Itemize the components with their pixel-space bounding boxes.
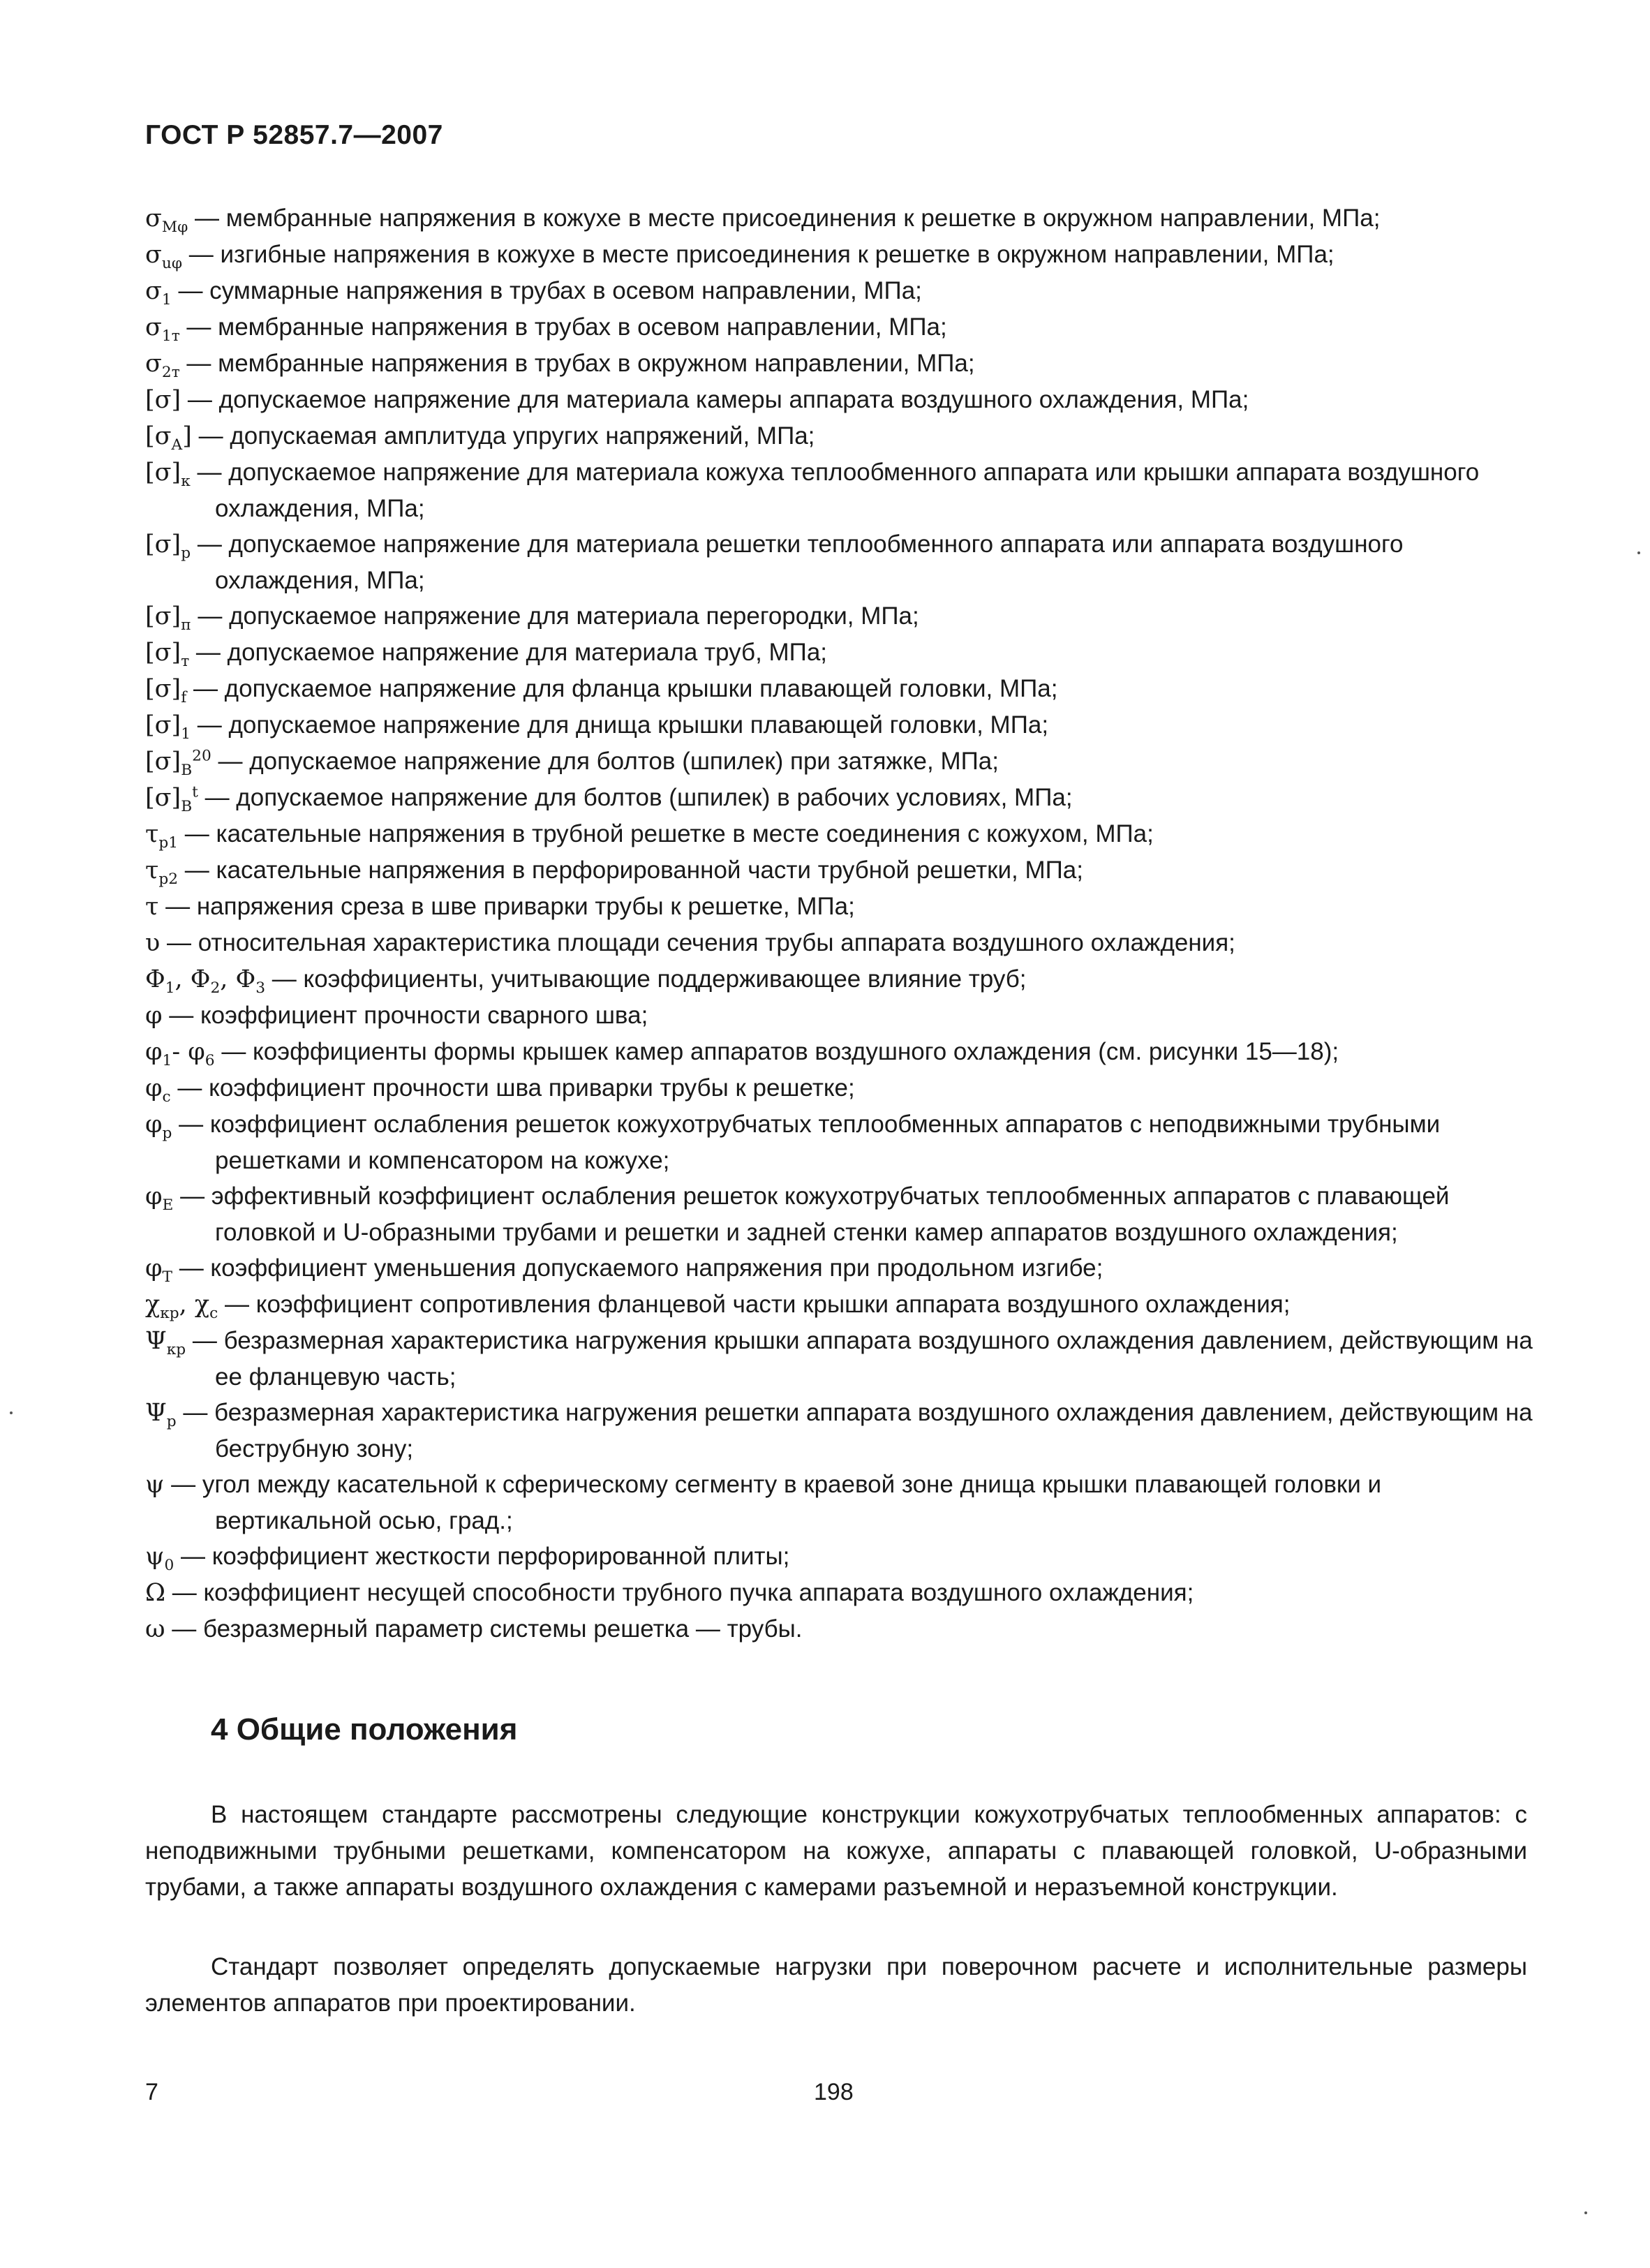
definition-text: — допускаемое напряжение для материала решетки теплообменного аппарата или аппарата воздушного охлаждения, МПа;: [191, 531, 1404, 594]
definition-text: — допускаемое напряжение для материала кожуха теплообменного аппарата или крышки аппарата воздушного охлаждения, МПа;: [190, 459, 1480, 522]
definition-text: — коэффициенты, учитывающие поддерживающее влияние труб;: [265, 965, 1027, 993]
definition-item: [145, 1467, 1534, 1539]
definition-symbol: $[\sigma]_B^t$: [145, 783, 198, 815]
definition-text: — безразмерный параметр системы решетка — трубы.: [165, 1615, 803, 1643]
definition-symbol: $\psi_0$: [145, 1543, 174, 1574]
page-number-center: 198: [814, 2079, 854, 2105]
document-header: ГОСТ Р 52857.7—2007: [145, 120, 443, 150]
definition-symbol: $[\sigma]_f$: [145, 675, 187, 706]
definition-text: — допускаемое напряжение для фланца крышки плавающей головки, МПа;: [186, 675, 1058, 702]
definition-item: [145, 816, 1534, 852]
definition-symbol: ω: [145, 1615, 165, 1643]
paragraph-1: В настоящем стандарте рассмотрены следующие конструкции кожухотрубчатых теплообменных аппаратов: с неподвижными трубными решетками, компенсатором на кожухе, аппараты с плавающей головкой, U-образными трубами, а также аппараты воздушного охлаждения с камерами разъемной и неразъемной конструкции.: [145, 1801, 1527, 1901]
definition-text: — мембранные напряжения в кожухе в месте присоединения к решетке в окружном направлении, МПа;: [188, 205, 1381, 232]
definition-item: [145, 1539, 1534, 1575]
definition-symbol: $[\sigma]_1$: [145, 711, 191, 743]
definition-symbol: $\tau_{p1}$: [145, 820, 179, 852]
definition-symbol: $\chi_{кр}$, $\chi_c$: [145, 1291, 218, 1322]
definition-item: [145, 671, 1534, 707]
definition-text: — допускаемое напряжение для материала труб, МПа;: [189, 639, 828, 666]
definition-symbol: υ: [145, 929, 161, 957]
definition-item: [145, 1250, 1534, 1287]
definition-symbol: φ: [145, 1002, 163, 1030]
definition-text: — суммарные напряжения в трубах в осевом направлении, МПа;: [171, 277, 922, 304]
definition-text: — коэффициент ослабления решеток кожухотрубчатых теплообменных аппаратов с неподвижными трубными решетками и компенсатором на кожухе;: [172, 1111, 1441, 1174]
definition-text: — коэффициент уменьшения допускаемого напряжения при продольном изгибе;: [172, 1254, 1103, 1282]
scan-speck: [1584, 2211, 1587, 2214]
definition-item: [145, 598, 1534, 635]
definition-item: [145, 1395, 1534, 1467]
definition-item: [145, 1287, 1534, 1323]
definition-symbol: $[\sigma]_п$: [145, 602, 191, 634]
definition-text: — относительная характеристика площади сечения трубы аппарата воздушного охлаждения;: [160, 929, 1235, 956]
scan-speck: [10, 1411, 13, 1414]
definition-item: [145, 1034, 1534, 1070]
definition-item: [145, 707, 1534, 743]
definition-item: [145, 1611, 1534, 1647]
definition-item: [145, 780, 1534, 816]
scan-speck: [1637, 551, 1640, 554]
definition-text: — коэффициент несущей способности трубного пучка аппарата воздушного охлаждения;: [165, 1579, 1194, 1606]
definition-symbol: Ω: [145, 1579, 166, 1607]
definition-symbol: $[\sigma]_к$: [145, 459, 191, 490]
definition-symbol: $[\sigma_A]$: [145, 422, 192, 454]
definition-symbol: $\sigma_1$: [145, 277, 172, 309]
definition-text: — касательные напряжения в перфорированной части трубной решетки, МПа;: [178, 857, 1083, 884]
definition-text: — коэффициенты формы крышек камер аппаратов воздушного охлаждения (см. рисунки 15—18);: [214, 1038, 1339, 1065]
definition-text: — напряжения среза в шве приварки трубы к решетке, МПа;: [158, 893, 855, 920]
definition-text: — эффективный коэффициент ослабления решеток кожухотрубчатых теплообменных аппаратов с плавающей головкой и U-образными трубами и решетки и задней стенки камер аппаратов воздушного охлаждения;: [173, 1183, 1450, 1246]
definition-item: [145, 998, 1534, 1034]
definition-text: — допускаемое напряжение для болтов (шпилек) в рабочих условиях, МПа;: [198, 784, 1073, 811]
definition-item: [145, 961, 1534, 998]
paragraph-2: Стандарт позволяет определять допускаемые нагрузки при поверочном расчете и исполнительные размеры элементов аппаратов при проектировании.: [145, 1953, 1527, 2017]
definition-text: — допускаемое напряжение для материала камеры аппарата воздушного охлаждения, МПа;: [181, 386, 1249, 413]
definition-item: [145, 1575, 1534, 1611]
definition-symbol: $\varphi_E$: [145, 1183, 174, 1214]
definition-symbol: τ: [145, 893, 159, 921]
definition-item: [145, 454, 1534, 526]
definition-item: [145, 418, 1534, 454]
definition-text: — изгибные напряжения в кожухе в месте присоединения к решетке в окружном направлении, МПа;: [182, 241, 1335, 268]
definition-text: — коэффициент сопротивления фланцевой части крышки аппарата воздушного охлаждения;: [218, 1291, 1291, 1318]
definition-symbol: $\varphi_1-$ $\varphi_6$: [145, 1038, 215, 1069]
definition-text: — мембранные напряжения в трубах в осевом направлении, МПа;: [179, 313, 947, 341]
definition-symbol: $\Psi_{кр}$: [145, 1327, 186, 1358]
definition-text: — угол между касательной к сферическому сегменту в краевой зоне днища крышки плавающей головки и вертикальной осью, град.;: [164, 1471, 1382, 1534]
definition-text: — коэффициент прочности сварного шва;: [162, 1002, 648, 1029]
definition-text: — безразмерная характеристика нагружения крышки аппарата воздушного охлаждения давлением, действующим на ее фланцевую часть;: [186, 1327, 1533, 1391]
definition-text: — коэффициент жесткости перфорированной плиты;: [174, 1543, 790, 1570]
definition-text: — мембранные напряжения в трубах в окружном направлении, МПа;: [179, 350, 975, 377]
definition-symbol: $\varphi_c$: [145, 1074, 171, 1106]
definition-item: [145, 852, 1534, 889]
definition-item: [145, 526, 1534, 598]
definition-text: — допускаемое напряжение для днища крышки плавающей головки, МПа;: [191, 711, 1049, 739]
definition-text: — допускаемая амплитуда упругих напряжений, МПа;: [191, 422, 815, 450]
definition-text: — допускаемое напряжение для материала перегородки, МПа;: [191, 602, 919, 630]
definition-symbol: $\varphi_p$: [145, 1111, 172, 1142]
definition-symbol: $\tau_{p2}$: [145, 857, 179, 888]
definition-text: — допускаемое напряжение для болтов (шпилек) при затяжке, МПа;: [211, 748, 999, 775]
definition-symbol: $\sigma_{M\varphi}$: [145, 205, 188, 236]
definition-symbol: $\Phi_1$, $\Phi_2$, $\Phi_3$: [145, 965, 266, 997]
definition-item: [145, 382, 1534, 418]
section-title: 4 Общие положения: [211, 1712, 518, 1747]
definition-symbol: $\sigma_{u\varphi}$: [145, 241, 183, 272]
definition-text: — коэффициент прочности шва приварки трубы к решетке;: [170, 1074, 855, 1102]
definition-item: [145, 237, 1534, 273]
definition-symbol: $[\sigma]_p$: [145, 531, 191, 562]
definition-item: [145, 309, 1534, 346]
definition-item: [145, 346, 1534, 382]
definition-text: — безразмерная характеристика нагружения решетки аппарата воздушного охлаждения давлением, действующим на беструбную зону;: [176, 1399, 1533, 1462]
definition-item: [145, 925, 1534, 961]
definition-item: [145, 743, 1534, 780]
definition-item: [145, 1323, 1534, 1395]
definition-symbol: $\sigma_{1т}$: [145, 313, 180, 345]
definition-item: [145, 889, 1534, 925]
definition-symbol: $\Psi_p$: [145, 1399, 177, 1430]
definition-symbol: $\varphi_T$: [145, 1254, 172, 1286]
definition-item: [145, 635, 1534, 671]
definition-item: [145, 1106, 1534, 1178]
page-number-left: 7: [145, 2079, 158, 2105]
definition-item: [145, 1178, 1534, 1250]
definition-text: — касательные напряжения в трубной решетке в месте соединения с кожухом, МПа;: [178, 820, 1154, 847]
definition-symbol: ψ: [145, 1471, 165, 1499]
definition-item: [145, 1070, 1534, 1106]
definition-symbol: [σ]: [145, 386, 181, 414]
symbol-definitions-list: [145, 200, 1534, 1647]
definition-symbol: $[\sigma]_B^{20}$: [145, 747, 211, 779]
definition-symbol: $[\sigma]_т$: [145, 639, 190, 670]
definition-item: [145, 273, 1534, 309]
definition-item: [145, 200, 1534, 237]
definition-symbol: $\sigma_{2т}$: [145, 350, 180, 381]
